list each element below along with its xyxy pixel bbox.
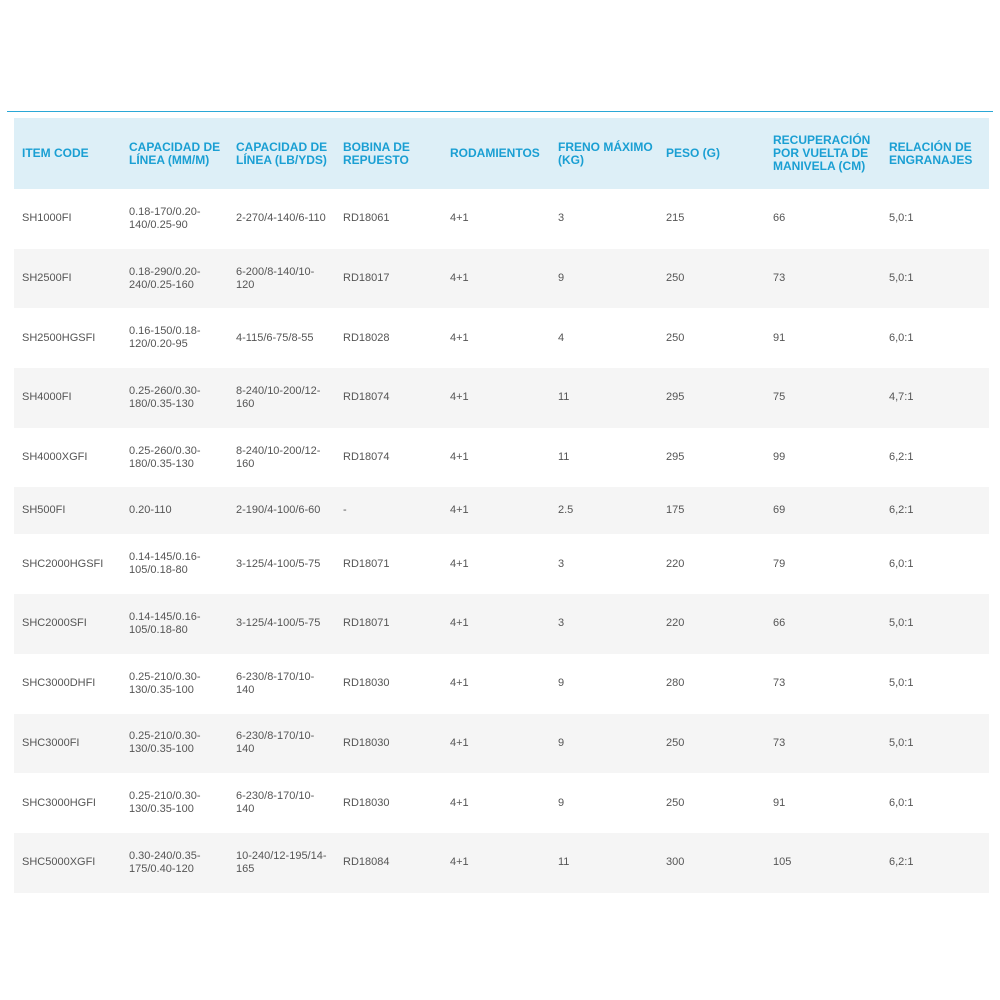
cell-max-drag: 9 — [558, 796, 565, 809]
header-line-capacity-mm: CAPACIDAD DE LÍNEA (MM/M) — [129, 139, 221, 167]
header-weight: PESO (G) — [666, 146, 721, 160]
cell-max-drag: 9 — [558, 736, 565, 749]
cell-retrieve: 66 — [773, 212, 786, 225]
cell-max-drag: 3 — [558, 557, 565, 570]
cell-spare-spool: RD18061 — [343, 212, 390, 225]
cell-gear-ratio: 6,2:1 — [889, 856, 914, 869]
cell-weight: 295 — [666, 391, 685, 404]
table-row — [14, 189, 989, 249]
cell-gear-ratio: 6,0:1 — [889, 796, 914, 809]
cell-bearings: 4+1 — [450, 557, 469, 570]
cell-bearings: 4+1 — [450, 331, 469, 344]
cell-spare-spool: RD18028 — [343, 331, 390, 344]
cell-retrieve: 66 — [773, 617, 786, 630]
cell-line-capacity-lb: 6-200/8-140/10-120 — [236, 265, 315, 291]
cell-max-drag: 3 — [558, 212, 565, 225]
cell-weight: 280 — [666, 677, 685, 690]
cell-gear-ratio: 5,0:1 — [889, 272, 914, 285]
cell-line-capacity-mm: 0.30-240/0.35-175/0.40-120 — [129, 849, 201, 875]
cell-item-code: SHC3000DHFI — [22, 677, 96, 690]
cell-bearings: 4+1 — [450, 451, 469, 464]
cell-bearings: 4+1 — [450, 504, 469, 517]
table-row — [14, 249, 989, 309]
cell-retrieve: 73 — [773, 272, 786, 285]
cell-item-code: SH1000FI — [22, 212, 72, 225]
cell-weight: 300 — [666, 856, 685, 869]
cell-max-drag: 2.5 — [558, 504, 574, 517]
cell-weight: 220 — [666, 617, 685, 630]
cell-line-capacity-lb: 6-230/8-170/10-140 — [236, 670, 315, 696]
cell-line-capacity-lb: 2-270/4-140/6-110 — [236, 212, 326, 225]
header-spare-spool: BOBINA DE REPUESTO — [343, 139, 410, 167]
table-row — [14, 833, 989, 893]
table-row — [14, 534, 989, 594]
cell-line-capacity-lb: 8-240/10-200/12-160 — [236, 384, 321, 410]
header-retrieve: RECUPERACIÓN POR VUELTA DE MANIVELA (CM) — [773, 133, 871, 173]
header-max-drag: FRENO MÁXIMO (KG) — [558, 139, 653, 167]
cell-max-drag: 3 — [558, 617, 565, 630]
cell-spare-spool: RD18030 — [343, 736, 390, 749]
cell-retrieve: 99 — [773, 451, 786, 464]
cell-item-code: SH2500HGSFI — [22, 331, 96, 344]
table-row — [14, 487, 989, 534]
cell-weight: 250 — [666, 272, 685, 285]
cell-item-code: SH500FI — [22, 504, 66, 517]
table-header-row — [14, 118, 989, 189]
cell-line-capacity-lb: 6-230/8-170/10-140 — [236, 730, 315, 756]
cell-weight: 175 — [666, 504, 685, 517]
cell-gear-ratio: 6,0:1 — [889, 557, 914, 570]
cell-retrieve: 75 — [773, 391, 786, 404]
cell-spare-spool: RD18030 — [343, 796, 390, 809]
cell-spare-spool: RD18074 — [343, 391, 390, 404]
cell-max-drag: 11 — [558, 856, 570, 869]
cell-bearings: 4+1 — [450, 796, 469, 809]
table-body — [14, 189, 989, 893]
top-divider — [7, 111, 993, 112]
cell-line-capacity-mm: 0.25-210/0.30-130/0.35-100 — [129, 790, 201, 816]
cell-item-code: SHC5000XGFI — [22, 856, 96, 869]
cell-item-code: SH4000FI — [22, 391, 72, 404]
cell-line-capacity-mm: 0.18-170/0.20-140/0.25-90 — [129, 205, 201, 231]
cell-gear-ratio: 4,7:1 — [889, 391, 914, 404]
cell-line-capacity-mm: 0.25-210/0.30-130/0.35-100 — [129, 670, 201, 696]
cell-spare-spool: RD18017 — [343, 272, 390, 285]
header-gear-ratio: RELACIÓN DE ENGRANAJES — [889, 139, 973, 167]
cell-max-drag: 9 — [558, 677, 565, 690]
cell-gear-ratio: 6,2:1 — [889, 504, 914, 517]
cell-bearings: 4+1 — [450, 272, 469, 285]
table-row — [14, 773, 989, 833]
cell-item-code: SHC2000SFI — [22, 617, 87, 630]
cell-line-capacity-mm: 0.14-145/0.16-105/0.18-80 — [129, 610, 201, 636]
cell-retrieve: 73 — [773, 736, 786, 749]
cell-line-capacity-mm: 0.25-210/0.30-130/0.35-100 — [129, 730, 201, 756]
cell-bearings: 4+1 — [450, 391, 469, 404]
cell-weight: 295 — [666, 451, 685, 464]
cell-line-capacity-mm: 0.14-145/0.16-105/0.18-80 — [129, 551, 201, 577]
cell-gear-ratio: 5,0:1 — [889, 212, 914, 225]
header-bearings: RODAMIENTOS — [450, 146, 540, 160]
cell-bearings: 4+1 — [450, 677, 469, 690]
cell-line-capacity-mm: 0.25-260/0.30-180/0.35-130 — [129, 444, 201, 470]
cell-max-drag: 11 — [558, 451, 570, 464]
cell-line-capacity-mm: 0.18-290/0.20-240/0.25-160 — [129, 265, 201, 291]
cell-retrieve: 79 — [773, 557, 786, 570]
cell-line-capacity-mm: 0.20-110 — [129, 504, 172, 517]
cell-line-capacity-lb: 4-115/6-75/8-55 — [236, 331, 314, 344]
table-row — [14, 428, 989, 488]
cell-gear-ratio: 6,0:1 — [889, 331, 914, 344]
cell-line-capacity-lb: 10-240/12-195/14-165 — [236, 849, 327, 875]
table-row — [14, 308, 989, 368]
cell-item-code: SH2500FI — [22, 272, 72, 285]
cell-spare-spool: RD18071 — [343, 617, 390, 630]
cell-line-capacity-lb: 3-125/4-100/5-75 — [236, 557, 321, 570]
cell-line-capacity-lb: 8-240/10-200/12-160 — [236, 444, 321, 470]
header-item-code: ITEM CODE — [22, 146, 89, 160]
cell-gear-ratio: 5,0:1 — [889, 736, 914, 749]
cell-retrieve: 69 — [773, 504, 786, 517]
cell-retrieve: 91 — [773, 796, 786, 809]
cell-retrieve: 73 — [773, 677, 786, 690]
cell-max-drag: 4 — [558, 331, 565, 344]
cell-item-code: SHC3000FI — [22, 736, 80, 749]
cell-bearings: 4+1 — [450, 856, 469, 869]
cell-spare-spool: RD18084 — [343, 856, 390, 869]
cell-spare-spool: - — [343, 504, 347, 517]
cell-bearings: 4+1 — [450, 617, 469, 630]
cell-spare-spool: RD18071 — [343, 557, 390, 570]
cell-retrieve: 91 — [773, 331, 786, 344]
cell-item-code: SH4000XGFI — [22, 451, 88, 464]
cell-gear-ratio: 6,2:1 — [889, 451, 914, 464]
cell-bearings: 4+1 — [450, 736, 469, 749]
cell-weight: 250 — [666, 736, 685, 749]
table-row — [14, 594, 989, 654]
cell-line-capacity-lb: 6-230/8-170/10-140 — [236, 790, 315, 816]
cell-gear-ratio: 5,0:1 — [889, 677, 914, 690]
cell-item-code: SHC2000HGSFI — [22, 557, 104, 570]
cell-spare-spool: RD18030 — [343, 677, 390, 690]
cell-retrieve: 105 — [773, 856, 792, 869]
table-row — [14, 368, 989, 428]
header-line-capacity-lb: CAPACIDAD DE LÍNEA (LB/YDS) — [236, 139, 328, 167]
cell-line-capacity-mm: 0.16-150/0.18-120/0.20-95 — [129, 325, 201, 351]
table-row — [14, 714, 989, 774]
cell-weight: 250 — [666, 331, 685, 344]
cell-line-capacity-mm: 0.25-260/0.30-180/0.35-130 — [129, 384, 201, 410]
cell-weight: 250 — [666, 796, 685, 809]
cell-gear-ratio: 5,0:1 — [889, 617, 914, 630]
table-row — [14, 654, 989, 714]
cell-max-drag: 9 — [558, 272, 565, 285]
cell-weight: 220 — [666, 557, 685, 570]
cell-bearings: 4+1 — [450, 212, 469, 225]
cell-item-code: SHC3000HGFI — [22, 796, 96, 809]
cell-max-drag: 11 — [558, 391, 570, 404]
cell-line-capacity-lb: 2-190/4-100/6-60 — [236, 504, 321, 517]
cell-spare-spool: RD18074 — [343, 451, 390, 464]
specs-table — [14, 118, 989, 893]
cell-weight: 215 — [666, 212, 685, 225]
cell-line-capacity-lb: 3-125/4-100/5-75 — [236, 617, 321, 630]
